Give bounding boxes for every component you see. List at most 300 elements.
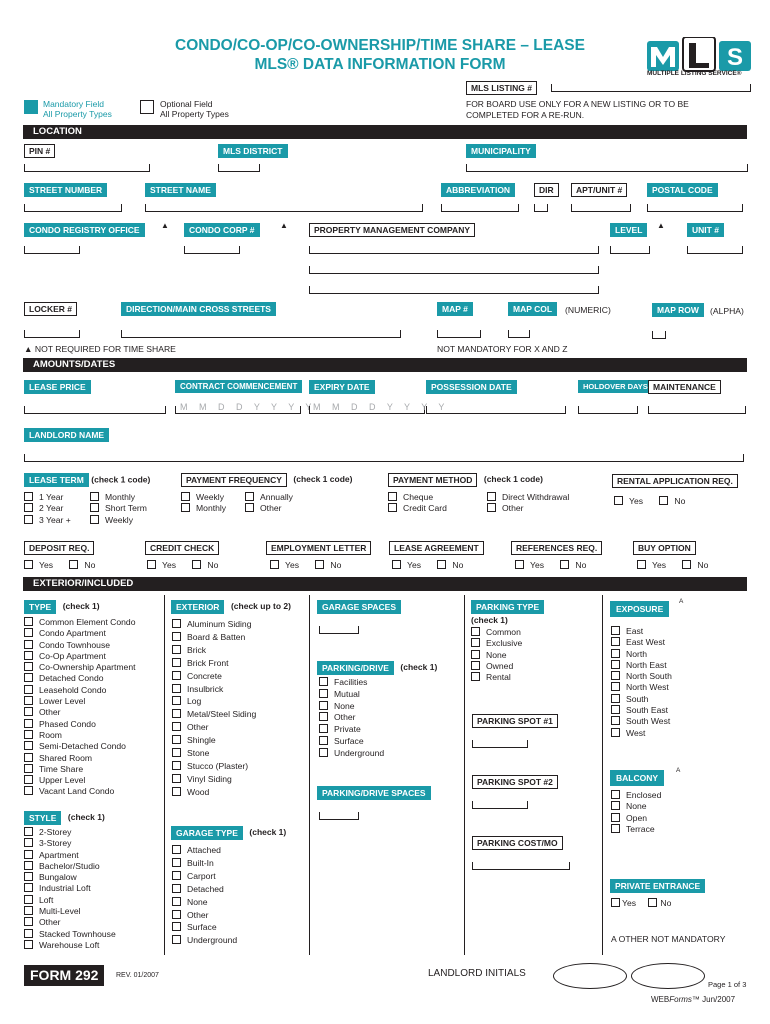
checkbox[interactable] — [24, 515, 33, 524]
mls-listing-field[interactable] — [551, 84, 751, 92]
type-option[interactable] — [24, 696, 136, 707]
checkbox[interactable] — [611, 813, 620, 822]
locker-field[interactable] — [24, 330, 80, 338]
rental-no-checkbox[interactable] — [659, 496, 668, 505]
checkbox[interactable] — [172, 748, 181, 757]
checkbox[interactable] — [471, 627, 480, 636]
checkbox[interactable] — [611, 705, 620, 714]
exposure-option[interactable] — [611, 728, 672, 739]
parking-type-option[interactable] — [471, 627, 522, 638]
checkbox[interactable] — [471, 672, 480, 681]
checkbox[interactable] — [471, 638, 480, 647]
exterior-option[interactable] — [172, 721, 256, 734]
checkbox[interactable] — [172, 761, 181, 770]
triangle-1: ▲ — [161, 221, 169, 230]
checkbox[interactable] — [24, 662, 33, 671]
garage-type-option[interactable] — [172, 883, 237, 896]
option-label: None — [334, 700, 355, 711]
mls-logo — [645, 37, 757, 83]
checkbox[interactable] — [172, 619, 181, 628]
checkbox[interactable] — [172, 684, 181, 693]
map-col-field[interactable] — [508, 330, 530, 338]
checkbox[interactable] — [172, 658, 181, 667]
checkbox[interactable] — [24, 640, 33, 649]
checkbox[interactable] — [487, 492, 496, 501]
method-opt-other[interactable] — [487, 503, 569, 514]
payment-freq-group — [181, 473, 352, 487]
parking-drive-option[interactable] — [319, 677, 384, 689]
unit-label: UNIT # — [687, 223, 724, 237]
map-row-field[interactable] — [652, 331, 666, 339]
checkbox[interactable] — [172, 858, 181, 867]
credit-yes-checkbox[interactable] — [147, 560, 156, 569]
type-option[interactable] — [24, 651, 136, 662]
exterior-option[interactable] — [172, 786, 256, 799]
triangle-3: ▲ — [657, 221, 665, 230]
parking-drive-option[interactable] — [319, 689, 384, 701]
checkbox[interactable] — [24, 730, 33, 739]
buy-no-checkbox[interactable] — [682, 560, 691, 569]
apt-unit-label: APT/UNIT # — [571, 183, 627, 197]
checkbox[interactable] — [24, 827, 33, 836]
option-label: Insulbrick — [187, 683, 224, 694]
checkbox[interactable] — [172, 696, 181, 705]
type-option[interactable] — [24, 786, 136, 797]
checkbox[interactable] — [24, 628, 33, 637]
method-opt-cheque[interactable] — [388, 492, 447, 503]
locker-label: LOCKER # — [24, 302, 77, 316]
postal-code-field[interactable] — [647, 204, 743, 212]
checkbox[interactable] — [245, 503, 254, 512]
references-no-checkbox[interactable] — [560, 560, 569, 569]
checkbox[interactable] — [319, 701, 328, 710]
parking-drive-label: PARKING/DRIVE — [317, 661, 394, 675]
agreement-yes-label: Yes — [407, 560, 422, 570]
employment-no-checkbox[interactable] — [315, 560, 324, 569]
checkbox[interactable] — [24, 707, 33, 716]
garage-type-option[interactable] — [172, 857, 237, 870]
checkbox[interactable] — [172, 897, 181, 906]
option-label: South West — [626, 716, 671, 727]
style-option[interactable] — [24, 827, 116, 838]
checkbox[interactable] — [24, 883, 33, 892]
checkbox[interactable] — [611, 660, 620, 669]
webforms-date: ™ Jun/2007 — [691, 995, 736, 1004]
exposure-option[interactable] — [611, 705, 672, 716]
entrance-yes-checkbox[interactable] — [611, 898, 620, 907]
board-use-note-1: FOR BOARD USE ONLY FOR A NEW LISTING OR TO BE — [466, 99, 689, 109]
section-amounts: AMOUNTS/DATES — [23, 358, 747, 372]
maintenance-field[interactable] — [648, 406, 746, 414]
dir-field[interactable] — [534, 204, 548, 212]
method-opt-credit-card[interactable] — [388, 503, 447, 514]
checkbox[interactable] — [319, 689, 328, 698]
rental-yes-checkbox[interactable] — [614, 496, 623, 505]
abbreviation-field[interactable] — [441, 204, 519, 212]
street-name-field[interactable] — [145, 204, 423, 212]
checkbox[interactable] — [388, 492, 397, 501]
option-label: Other — [187, 722, 209, 733]
numeric-note: (NUMERIC) — [565, 305, 611, 315]
checkbox[interactable] — [172, 645, 181, 654]
exterior-option[interactable] — [172, 760, 256, 773]
type-option[interactable] — [24, 685, 136, 696]
parking-type-option[interactable] — [471, 650, 522, 661]
style-option[interactable] — [24, 838, 116, 849]
type-option[interactable] — [24, 764, 136, 775]
option-label: Brick — [187, 644, 207, 655]
checkbox[interactable] — [24, 492, 33, 501]
option-label: Industrial Loft — [39, 883, 91, 894]
type-option[interactable] — [24, 741, 136, 752]
possession-field[interactable] — [426, 406, 566, 414]
freq-opt-weekly[interactable] — [181, 492, 226, 503]
style-option[interactable] — [24, 940, 116, 951]
column-divider-4 — [602, 595, 603, 955]
page-number: Page 1 of 3 — [708, 980, 747, 989]
type-option[interactable] — [24, 640, 136, 651]
checkbox[interactable] — [24, 673, 33, 682]
agreement-yes-checkbox[interactable] — [392, 560, 401, 569]
exposure-option[interactable] — [611, 649, 672, 660]
parking-spot1-field[interactable] — [472, 740, 528, 748]
parking-cost-field[interactable] — [472, 862, 570, 870]
condo-corp-field[interactable] — [184, 246, 240, 254]
parking-drive-option[interactable] — [319, 736, 384, 748]
exposure-option[interactable] — [611, 626, 672, 637]
lease-opt-1year[interactable] — [24, 492, 71, 503]
checkbox[interactable] — [319, 712, 328, 721]
employment-yes-label: Yes — [285, 560, 300, 570]
checkbox[interactable] — [172, 671, 181, 680]
option-label: Metal/Steel Siding — [187, 709, 257, 720]
section-location: LOCATION — [23, 125, 747, 139]
lease-opt-short-term[interactable] — [90, 503, 147, 514]
checkbox[interactable] — [611, 694, 620, 703]
checkbox[interactable] — [24, 503, 33, 512]
balcony-option[interactable] — [611, 813, 661, 824]
option-label: Semi-Detached Condo — [39, 741, 126, 752]
exposure-option[interactable] — [611, 637, 672, 648]
payment-freq-check: (check 1 code) — [293, 474, 353, 485]
exposure-option[interactable] — [611, 694, 672, 705]
option-label: Stone — [187, 748, 210, 759]
exterior-option[interactable] — [172, 670, 256, 683]
buy-yes-checkbox[interactable] — [637, 560, 646, 569]
checkbox[interactable] — [172, 709, 181, 718]
not-mandatory-xz-note: NOT MANDATORY FOR X AND Z — [437, 344, 568, 354]
checkbox[interactable] — [172, 722, 181, 731]
parking-type-option[interactable] — [471, 661, 522, 672]
option-label: Carport — [187, 870, 216, 881]
type-option[interactable] — [24, 719, 136, 730]
checkbox[interactable] — [24, 764, 33, 773]
checkbox[interactable] — [611, 728, 620, 737]
balcony-option[interactable] — [611, 824, 661, 835]
checkbox[interactable] — [172, 787, 181, 796]
street-number-field[interactable] — [24, 204, 122, 212]
option-label: Condo Townhouse — [39, 639, 111, 650]
entrance-no-checkbox[interactable] — [648, 898, 657, 907]
exposure-option[interactable] — [611, 682, 672, 693]
type-option[interactable] — [24, 628, 136, 639]
checkbox[interactable] — [487, 503, 496, 512]
checkbox[interactable] — [24, 872, 33, 881]
checkbox[interactable] — [90, 492, 99, 501]
checkbox[interactable] — [24, 696, 33, 705]
style-option[interactable] — [24, 929, 116, 940]
option-label: Room — [39, 729, 62, 740]
deposit-yes-label: Yes — [39, 560, 54, 570]
parking-type-option[interactable] — [471, 638, 522, 649]
parking-spot1-label: PARKING SPOT #1 — [472, 714, 558, 728]
checkbox[interactable] — [181, 503, 190, 512]
parking-type-option[interactable] — [471, 672, 522, 683]
checkbox[interactable] — [24, 753, 33, 762]
parking-drive-option[interactable] — [319, 712, 384, 724]
garage-type-option[interactable] — [172, 896, 237, 909]
deposit-no-checkbox[interactable] — [69, 560, 78, 569]
option-label: Other — [39, 917, 61, 928]
checkbox[interactable] — [319, 736, 328, 745]
method-opt-direct[interactable] — [487, 492, 569, 503]
exterior-option[interactable] — [172, 747, 256, 760]
exterior-option[interactable] — [172, 773, 256, 786]
direction-field[interactable] — [121, 330, 401, 338]
lease-opt-monthly[interactable] — [90, 492, 147, 503]
checkbox[interactable] — [24, 786, 33, 795]
checkbox[interactable] — [24, 861, 33, 870]
type-option[interactable] — [24, 673, 136, 684]
checkbox[interactable] — [611, 790, 620, 799]
type-option[interactable] — [24, 707, 136, 718]
option-label: North West — [626, 682, 669, 693]
checkbox[interactable] — [172, 774, 181, 783]
landlord-name-field[interactable] — [24, 454, 744, 462]
checkbox[interactable] — [24, 651, 33, 660]
option-label: Other — [39, 707, 61, 718]
exterior-option[interactable] — [172, 618, 256, 631]
style-option[interactable] — [24, 861, 116, 872]
checkbox[interactable] — [24, 685, 33, 694]
opt-label: Other — [502, 503, 524, 514]
checkbox[interactable] — [172, 922, 181, 931]
freq-opt-monthly[interactable] — [181, 503, 226, 514]
lease-opt-2year[interactable] — [24, 503, 71, 514]
checkbox[interactable] — [611, 637, 620, 646]
map-col-label: MAP COL — [508, 302, 557, 316]
checkbox[interactable] — [181, 492, 190, 501]
parking-drive-option[interactable] — [319, 701, 384, 713]
exterior-option[interactable] — [172, 695, 256, 708]
garage-type-option[interactable] — [172, 921, 237, 934]
option-label: Bachelor/Studio — [39, 860, 100, 871]
buy-no-label: No — [697, 560, 709, 570]
checkbox[interactable] — [611, 801, 620, 810]
level-label: LEVEL — [610, 223, 647, 237]
checkbox[interactable] — [172, 871, 181, 880]
parking-drive-spaces-field[interactable] — [319, 812, 359, 820]
checkbox[interactable] — [24, 719, 33, 728]
prop-mgmt-field-3[interactable] — [309, 286, 599, 294]
option-label: Stacked Townhouse — [39, 928, 116, 939]
opt-label: Other — [260, 503, 282, 514]
initials-oval-1[interactable] — [553, 963, 627, 989]
opt-label: Short Term — [105, 503, 147, 514]
exterior-option[interactable] — [172, 683, 256, 696]
garage-spaces-field[interactable] — [319, 626, 359, 634]
balcony-option[interactable] — [611, 801, 661, 812]
checkbox[interactable] — [90, 515, 99, 524]
opt-label: 3 Year + — [39, 514, 71, 525]
credit-no-checkbox[interactable] — [192, 560, 201, 569]
checkbox[interactable] — [24, 929, 33, 938]
buy-option-options — [637, 560, 708, 570]
checkbox[interactable] — [172, 845, 181, 854]
checkbox[interactable] — [611, 649, 620, 658]
credit-no-label: No — [207, 560, 219, 570]
entrance-yes-label: Yes — [622, 898, 637, 908]
exterior-options — [172, 618, 256, 799]
garage-type-option[interactable] — [172, 870, 237, 883]
type-option[interactable] — [24, 753, 136, 764]
parking-type-options — [471, 627, 522, 683]
map-field[interactable] — [437, 330, 481, 338]
opt-label: Monthly — [105, 492, 136, 502]
checkbox[interactable] — [319, 677, 328, 686]
checkbox[interactable] — [24, 917, 33, 926]
style-option[interactable] — [24, 917, 116, 928]
exterior-option[interactable] — [172, 631, 256, 644]
initials-oval-2[interactable] — [631, 963, 705, 989]
parking-drive-option[interactable] — [319, 748, 384, 760]
option-label: West — [626, 727, 646, 738]
lease-opt-3year[interactable] — [24, 515, 71, 526]
exterior-label: EXTERIOR — [171, 600, 224, 614]
checkbox[interactable] — [388, 503, 397, 512]
deposit-label: DEPOSIT REQ. — [24, 541, 94, 555]
checkbox[interactable] — [611, 824, 620, 833]
exterior-option[interactable] — [172, 644, 256, 657]
mls-district-field[interactable] — [218, 164, 260, 172]
checkbox[interactable] — [172, 632, 181, 641]
lease-opt-weekly[interactable] — [90, 515, 147, 526]
opt-label: 1 Year — [39, 492, 64, 502]
checkbox[interactable] — [471, 661, 480, 670]
style-option[interactable] — [24, 872, 116, 883]
option-label: Shingle — [187, 735, 216, 746]
checkbox[interactable] — [24, 850, 33, 859]
deposit-yes-checkbox[interactable] — [24, 560, 33, 569]
style-option[interactable] — [24, 850, 116, 861]
exterior-option[interactable] — [172, 657, 256, 670]
style-option[interactable] — [24, 883, 116, 894]
checkbox[interactable] — [245, 492, 254, 501]
type-option[interactable] — [24, 617, 136, 628]
checkbox[interactable] — [24, 741, 33, 750]
option-label: None — [187, 896, 208, 907]
lease-price-field[interactable] — [24, 406, 166, 414]
type-option[interactable] — [24, 775, 136, 786]
option-label: Stucco (Plaster) — [187, 760, 249, 771]
garage-type-option[interactable] — [172, 844, 237, 857]
option-label: East West — [626, 637, 666, 648]
webforms-forms: Forms — [669, 995, 692, 1004]
garage-type-option[interactable] — [172, 934, 237, 947]
checkbox[interactable] — [319, 724, 328, 733]
checkbox[interactable] — [611, 716, 620, 725]
parking-drive-option[interactable] — [319, 724, 384, 736]
checkbox[interactable] — [90, 503, 99, 512]
option-label: Owned — [486, 660, 514, 671]
checkbox[interactable] — [172, 935, 181, 944]
municipality-field[interactable] — [466, 164, 748, 172]
holdover-field[interactable] — [578, 406, 638, 414]
option-label: 3-Storey — [39, 838, 72, 849]
lease-term-check: (check 1 code) — [91, 474, 151, 485]
checkbox[interactable] — [24, 906, 33, 915]
freq-opt-other[interactable] — [245, 503, 293, 514]
type-option[interactable] — [24, 730, 136, 741]
board-use-note — [466, 99, 689, 120]
checkbox[interactable] — [611, 682, 620, 691]
checkbox[interactable] — [172, 735, 181, 744]
option-label: Wood — [187, 786, 210, 797]
checkbox[interactable] — [172, 910, 181, 919]
condo-registry-field[interactable] — [24, 246, 80, 254]
exterior-option[interactable] — [172, 708, 256, 721]
checkbox[interactable] — [471, 650, 480, 659]
garage-type-option[interactable] — [172, 909, 237, 922]
parking-spot2-field[interactable] — [472, 801, 528, 809]
pin-field[interactable] — [24, 164, 150, 172]
checkbox[interactable] — [172, 884, 181, 893]
option-label: South — [626, 693, 649, 704]
type-option[interactable] — [24, 662, 136, 673]
exposure-option[interactable] — [611, 660, 672, 671]
checkbox[interactable] — [24, 617, 33, 626]
checkbox[interactable] — [24, 895, 33, 904]
level-field[interactable] — [610, 246, 650, 254]
checkbox[interactable] — [611, 671, 620, 680]
checkbox[interactable] — [611, 626, 620, 635]
employment-yes-checkbox[interactable] — [270, 560, 279, 569]
references-yes-checkbox[interactable] — [515, 560, 524, 569]
unit-field[interactable] — [687, 246, 743, 254]
exposure-option[interactable] — [611, 716, 672, 727]
exposure-option[interactable] — [611, 671, 672, 682]
option-label: Enclosed — [626, 790, 662, 800]
apt-unit-field[interactable] — [571, 204, 631, 212]
style-option[interactable] — [24, 895, 116, 906]
checkbox[interactable] — [24, 940, 33, 949]
direction-label: DIRECTION/MAIN CROSS STREETS — [121, 302, 276, 316]
balcony-option[interactable] — [611, 790, 661, 801]
checkbox[interactable] — [24, 775, 33, 784]
checkbox[interactable] — [319, 748, 328, 757]
payment-freq-label: PAYMENT FREQUENCY — [181, 473, 287, 487]
lease-term-label: LEASE TERM — [24, 473, 89, 487]
agreement-no-checkbox[interactable] — [437, 560, 446, 569]
parking-drive-group — [317, 661, 437, 675]
checkbox[interactable] — [24, 838, 33, 847]
prop-mgmt-field-1[interactable] — [309, 246, 599, 254]
lease-agreement-options — [392, 560, 463, 570]
style-option[interactable] — [24, 906, 116, 917]
freq-opt-annually[interactable] — [245, 492, 293, 503]
prop-mgmt-field-2[interactable] — [309, 266, 599, 274]
exterior-option[interactable] — [172, 734, 256, 747]
